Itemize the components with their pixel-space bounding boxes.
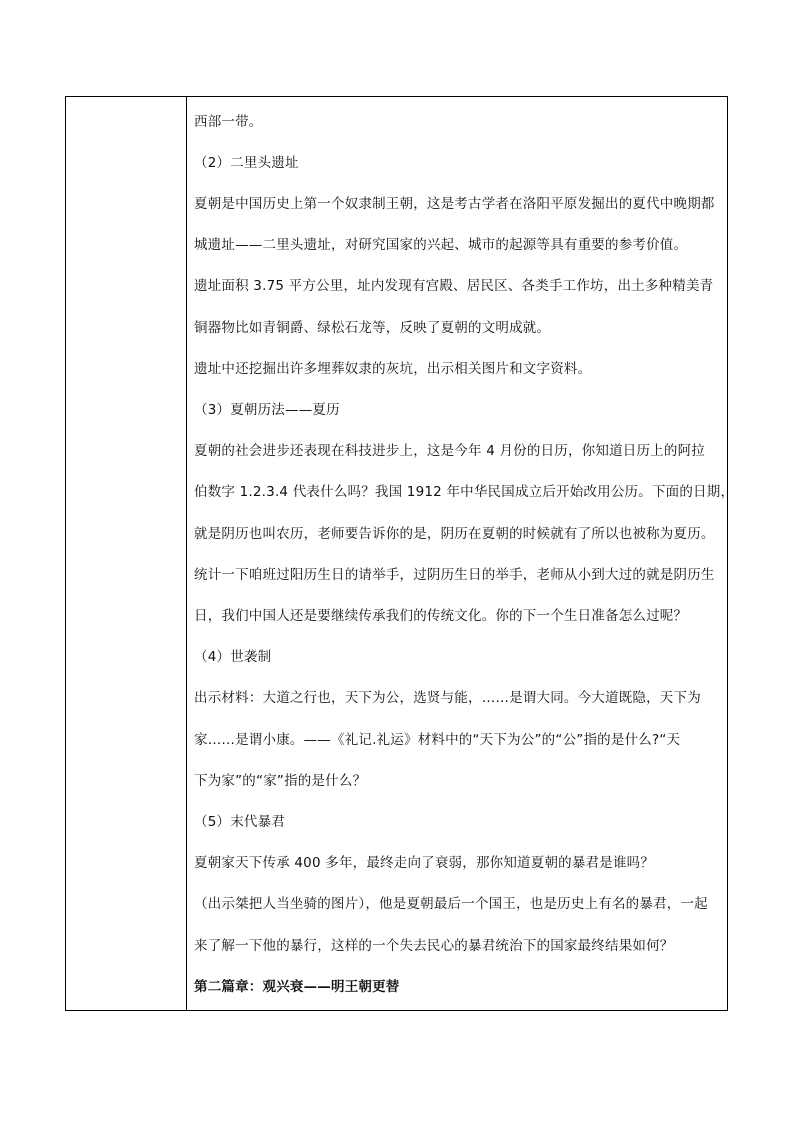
table-content-cell bbox=[188, 97, 735, 1010]
text-line: 城遗址——二里头遗址，对研究国家的兴起、城市的起源等具有重要的参考价值。 bbox=[194, 237, 688, 253]
lesson-table bbox=[65, 96, 735, 1011]
text-line: 家……是谓小康。——《礼记.礼运》材料中的“天下为公”的“公”指的是什么?“天 bbox=[194, 732, 681, 748]
text-line: （出示桀把人当坐骑的图片），他是夏朝最后一个国王，也是历史上有名的暴君，一起 bbox=[194, 896, 708, 912]
text-line: 下为家”的“家”指的是什么？ bbox=[194, 773, 367, 789]
text-line: 日，我们中国人还是要继续传承我们的传统文化。你的下一个生日准备怎么过呢？ bbox=[194, 608, 688, 624]
text-line: 铜器物比如青铜爵、绿松石龙等，反映了夏朝的文明成就。 bbox=[194, 320, 551, 336]
text-line: 遗址中还挖掘出许多埋葬奴隶的灰坑，出示相关图片和文字资料。 bbox=[194, 361, 592, 377]
section-heading: （5）末代暴君 bbox=[194, 814, 285, 830]
text-line: 伯数字 1.2.3.4 代表什么吗？我国 1912 年中华民国成立后开始改用公历。下面的日期， bbox=[194, 484, 735, 500]
text-line: 统计一下咱班过阳历生日的请举手，过阴历生日的举手，老师从小到大过的就是阴历生 bbox=[194, 567, 715, 583]
text-line: 夏朝是中国历史上第一个奴隶制王朝，这是考古学者在洛阳平原发掘出的夏代中晚期都 bbox=[194, 196, 715, 212]
table-left-cell bbox=[66, 97, 187, 1010]
text-line: 夏朝家天下传承 400 多年，最终走向了衰弱，那你知道夏朝的暴君是谁吗？ bbox=[194, 855, 655, 871]
text-line: 西部一带。 bbox=[194, 114, 263, 130]
section-heading: （4）世袭制 bbox=[194, 649, 272, 665]
section-heading: （2）二里头遗址 bbox=[194, 155, 299, 171]
text-line: 遗址面积 3.75 平方公里，址内发现有宫殿、居民区、各类手工作坊，出土多种精美青 bbox=[194, 278, 714, 294]
chapter-heading: 第二篇章：观兴衰——明王朝更替 bbox=[194, 979, 400, 995]
text-line: 就是阴历也叫农历，老师要告诉你的是，阴历在夏朝的时候就有了所以也被称为夏历。 bbox=[194, 526, 715, 542]
text-line: 夏朝的社会进步还表现在科技进步上，这是今年 4 月份的日历，你知道日历上的阿拉 bbox=[194, 443, 705, 459]
text-line: 出示材料：大道之行也，天下为公，选贤与能，……是谓大同。今大道既隐，天下为 bbox=[194, 690, 701, 706]
section-heading: （3）夏朝历法——夏历 bbox=[194, 402, 340, 418]
text-line: 来了解一下他的暴行，这样的一个失去民心的暴君统治下的国家最终结果如何？ bbox=[194, 938, 674, 954]
